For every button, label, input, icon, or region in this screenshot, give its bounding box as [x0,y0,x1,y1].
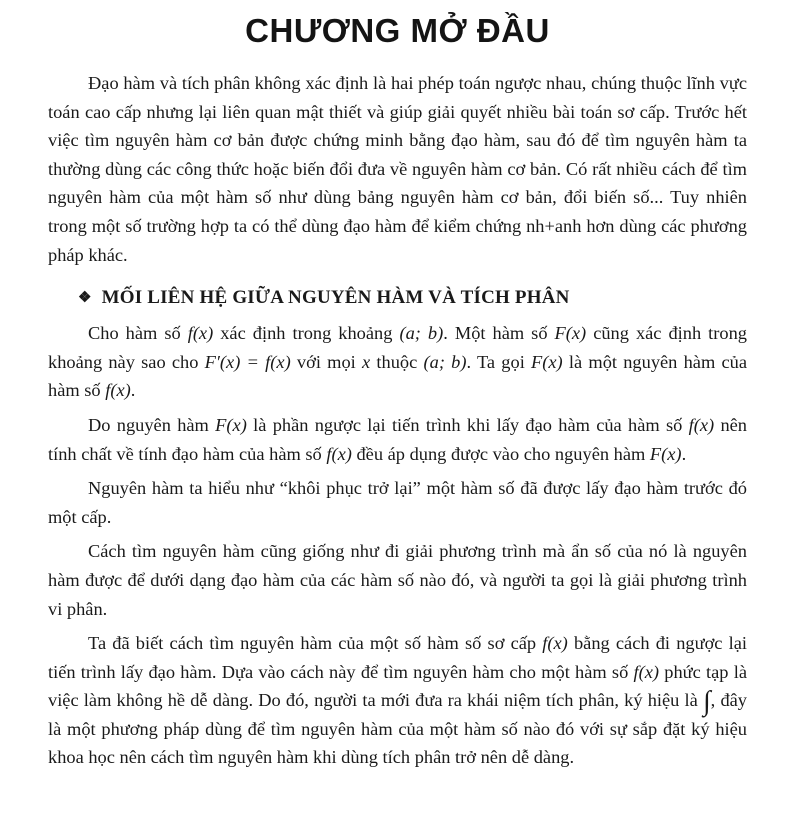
math-expression: f(x) [187,323,214,344]
math-expression: f(x) [633,661,660,682]
paragraph-integral-concept: Ta đã biết cách tìm nguyên hàm của một số hàm số sơ cấp f(x) bằng cách đi ngược lại tiến trình lấy đạo hàm. Dựa vào cách này để tìm nguyên hàm cho một hàm số f(x) phức tạp là việc làm không hề dễ dàng. Do đó, người ta mới đưa ra khái niệm tích phân, ký hiệu là ∫, đây là một phương pháp dùng để tìm nguyên hàm của một hàm số nào đó với sự sắp đặt ký hiệu khoa học nên cách tìm nguyên hàm khi dùng tích phân trở nên dễ dàng. [48,633,748,768]
math-expression: F(x) [554,323,587,344]
chapter-title: CHƯƠNG MỞ ĐẦU [245,12,550,49]
paragraph-restore: Nguyên hàm ta hiểu như “khôi phục trở lại” một hàm số đã được lấy đạo hàm trước đó một cấp. [48,478,747,527]
paragraph-differential-equation: Cách tìm nguyên hàm cũng giống như đi giải phương trình mà ẩn số của nó là nguyên hàm được để dưới dạng đạo hàm của các hàm số nào đó, và người ta gọi là giải phương trình vi phân. [48,541,747,619]
section-heading-text: MỐI LIÊN HỆ GIỮA NGUYÊN HÀM VÀ TÍCH PHÂN [101,287,570,309]
math-expression: f(x) [542,633,568,654]
math-expression: f(x) [688,414,715,435]
math-expression: F(x) [649,443,682,464]
math-expression: (a; b) [423,351,467,372]
diamond-bullet-icon: ❖ [78,290,92,307]
integral-sign-icon: ∫ [703,686,711,718]
math-expression: f(x) [326,443,352,464]
paragraph-definition: Cho hàm số f(x) xác định trong khoảng (a; b). Một hàm số F(x) cũng xác định trong khoảng này sao cho F′(x) = f(x) với mọi x thuộc (a; b). Ta gọi F(x) là một nguyên hàm của hàm số f(x). [48,323,747,401]
section-heading [78,284,747,313]
math-expression: (a; b) [399,323,444,344]
math-expression: F(x) [215,414,247,435]
intro-paragraph: Đạo hàm và tích phân không xác định là hai phép toán ngược nhau, chúng thuộc lĩnh vực toán cao cấp nhưng lại liên quan mật thiết và giúp giải quyết nhiều bài toán sơ cấp. Trước hết việc tìm nguyên hàm cơ bản được chứng minh bằng đạo hàm, sau đó để tìm nguyên hàm ta thường dùng các công thức hoặc biến đổi đưa về nguyên hàm cơ bản. Có rất nhiều cách để tìm nguyên hàm của một hàm số như dùng bảng nguyên hàm cơ bản, đổi biến số... Tuy nhiên trong một số trường hợp ta có thể dùng đạo hàm để kiểm chứng nh+anh hơn dùng các phương pháp khác. [48,73,747,265]
math-expression: f(x) [105,380,131,401]
math-expression: F(x) [531,351,563,372]
paragraph-inverse-process: Do nguyên hàm F(x) là phần ngược lại tiến trình khi lấy đạo hàm của hàm số f(x) nên tính chất về tính đạo hàm của hàm số f(x) đều áp dụng được vào cho nguyên hàm F(x). [48,414,748,464]
math-expression: F′(x) = f(x) [204,351,291,372]
math-expression: x [362,351,371,372]
